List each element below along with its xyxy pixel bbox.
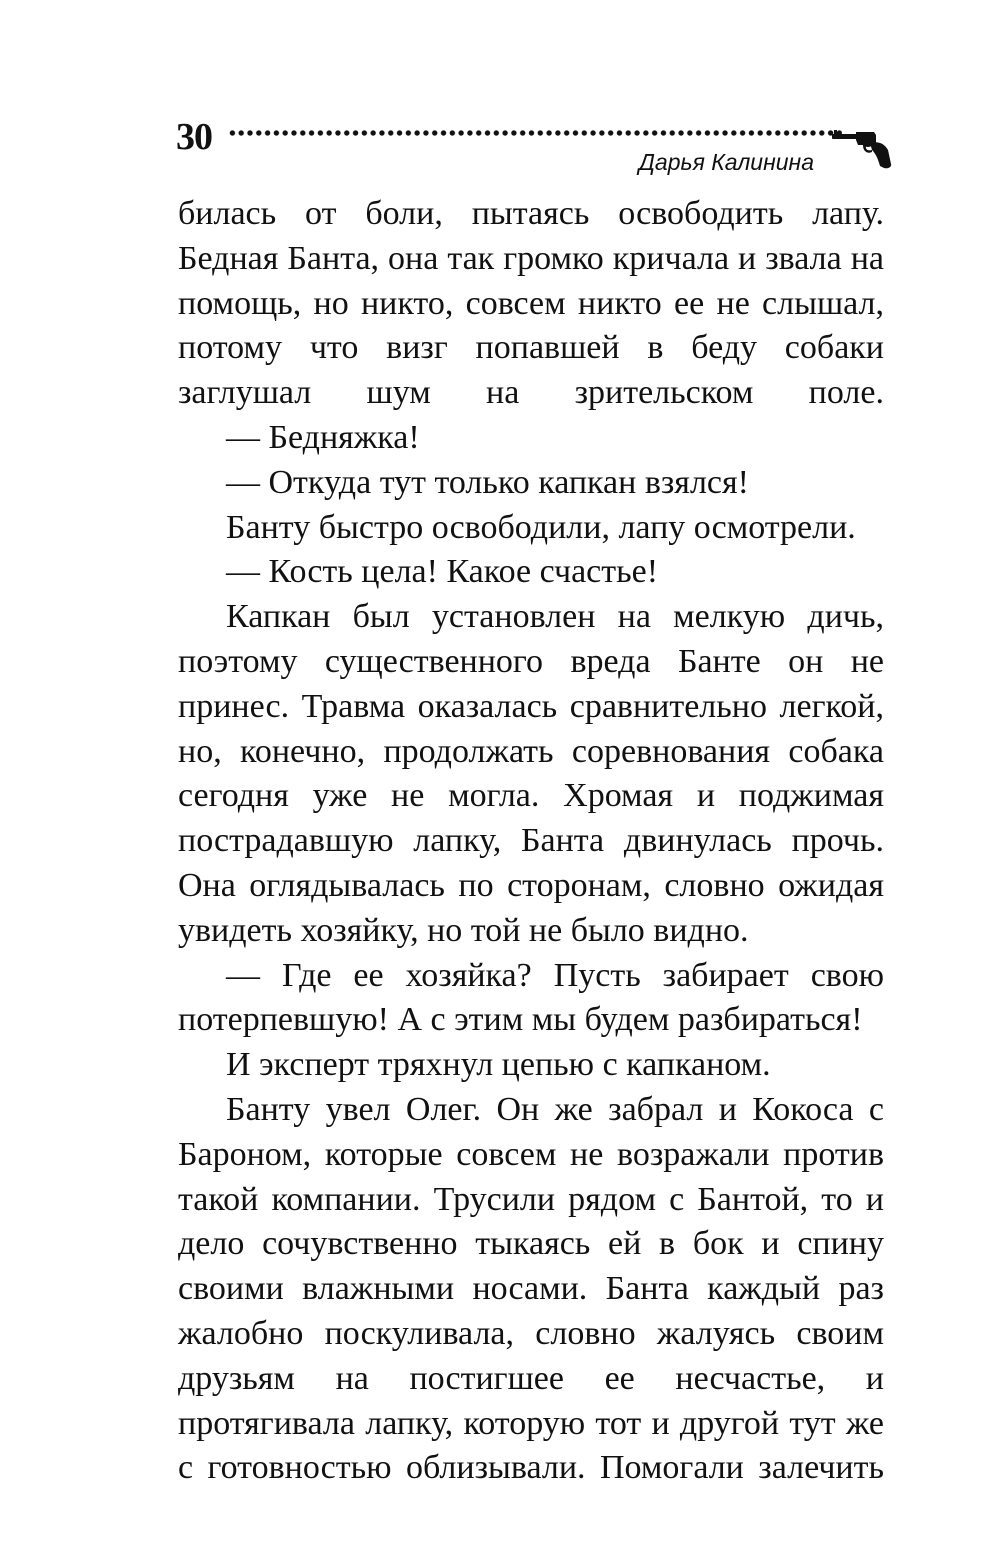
paragraph: Банту увел Олег. Он же забрал и Кокоса с Бароном, которые совсем не возражали против такой компании. Трусили рядом с Бантой, то и дело сочувственно тыкаясь ей в бок и спину своими влажными носами. Банта каждый раз жалобно поскуливала, словно жалуясь своим друзьям на постигшее ее несчастье, и протягивала лапку, которую тот и другой тут же с готовностью облизывали. Помогали залечить — [178, 1090, 884, 1487]
paragraph: — Откуда тут только капкан взялся! — [226, 463, 749, 501]
dot-leader — [228, 128, 842, 138]
author-name: Дарья Калинина — [638, 149, 814, 175]
paragraph: Капкан был установлен на мелкую дичь, поэтому существенного вреда Банте он не принес. Травма оказалась сравнительно легкой, но, конечно, продолжать соревнования собака сегодня уже не могла. Хромая и поджимая пострадавшую лапку, Банта двинулась прочь. Она оглядывалась по сторонам, словно ожидая увидеть хозяйку, но той не было видно. — [178, 598, 884, 949]
revolver-icon — [830, 126, 892, 170]
paragraph: И эксперт тряхнул цепью с капканом. — [226, 1046, 771, 1084]
paragraph: — Бедняжка! — [226, 418, 420, 456]
page-number: 30 — [176, 116, 212, 158]
body-text — [178, 192, 884, 1491]
paragraph: — Кость цела! Какое счастье! — [226, 553, 659, 591]
paragraph: Банту быстро освободили, лапу осмотрели. — [226, 508, 856, 546]
paragraph: — Где ее хозяйка? Пусть забирает свою потерпевшую! А с этим мы будем разбираться! — [178, 956, 884, 1039]
paragraph: билась от боли, пытаясь освободить лапу. Бедная Банта, она так громко кричала и звала на помощь, но никто, совсем никто ее не слышал, потому что визг попавшей в беду собаки заглушал шум на зрительском поле. — [178, 195, 884, 412]
